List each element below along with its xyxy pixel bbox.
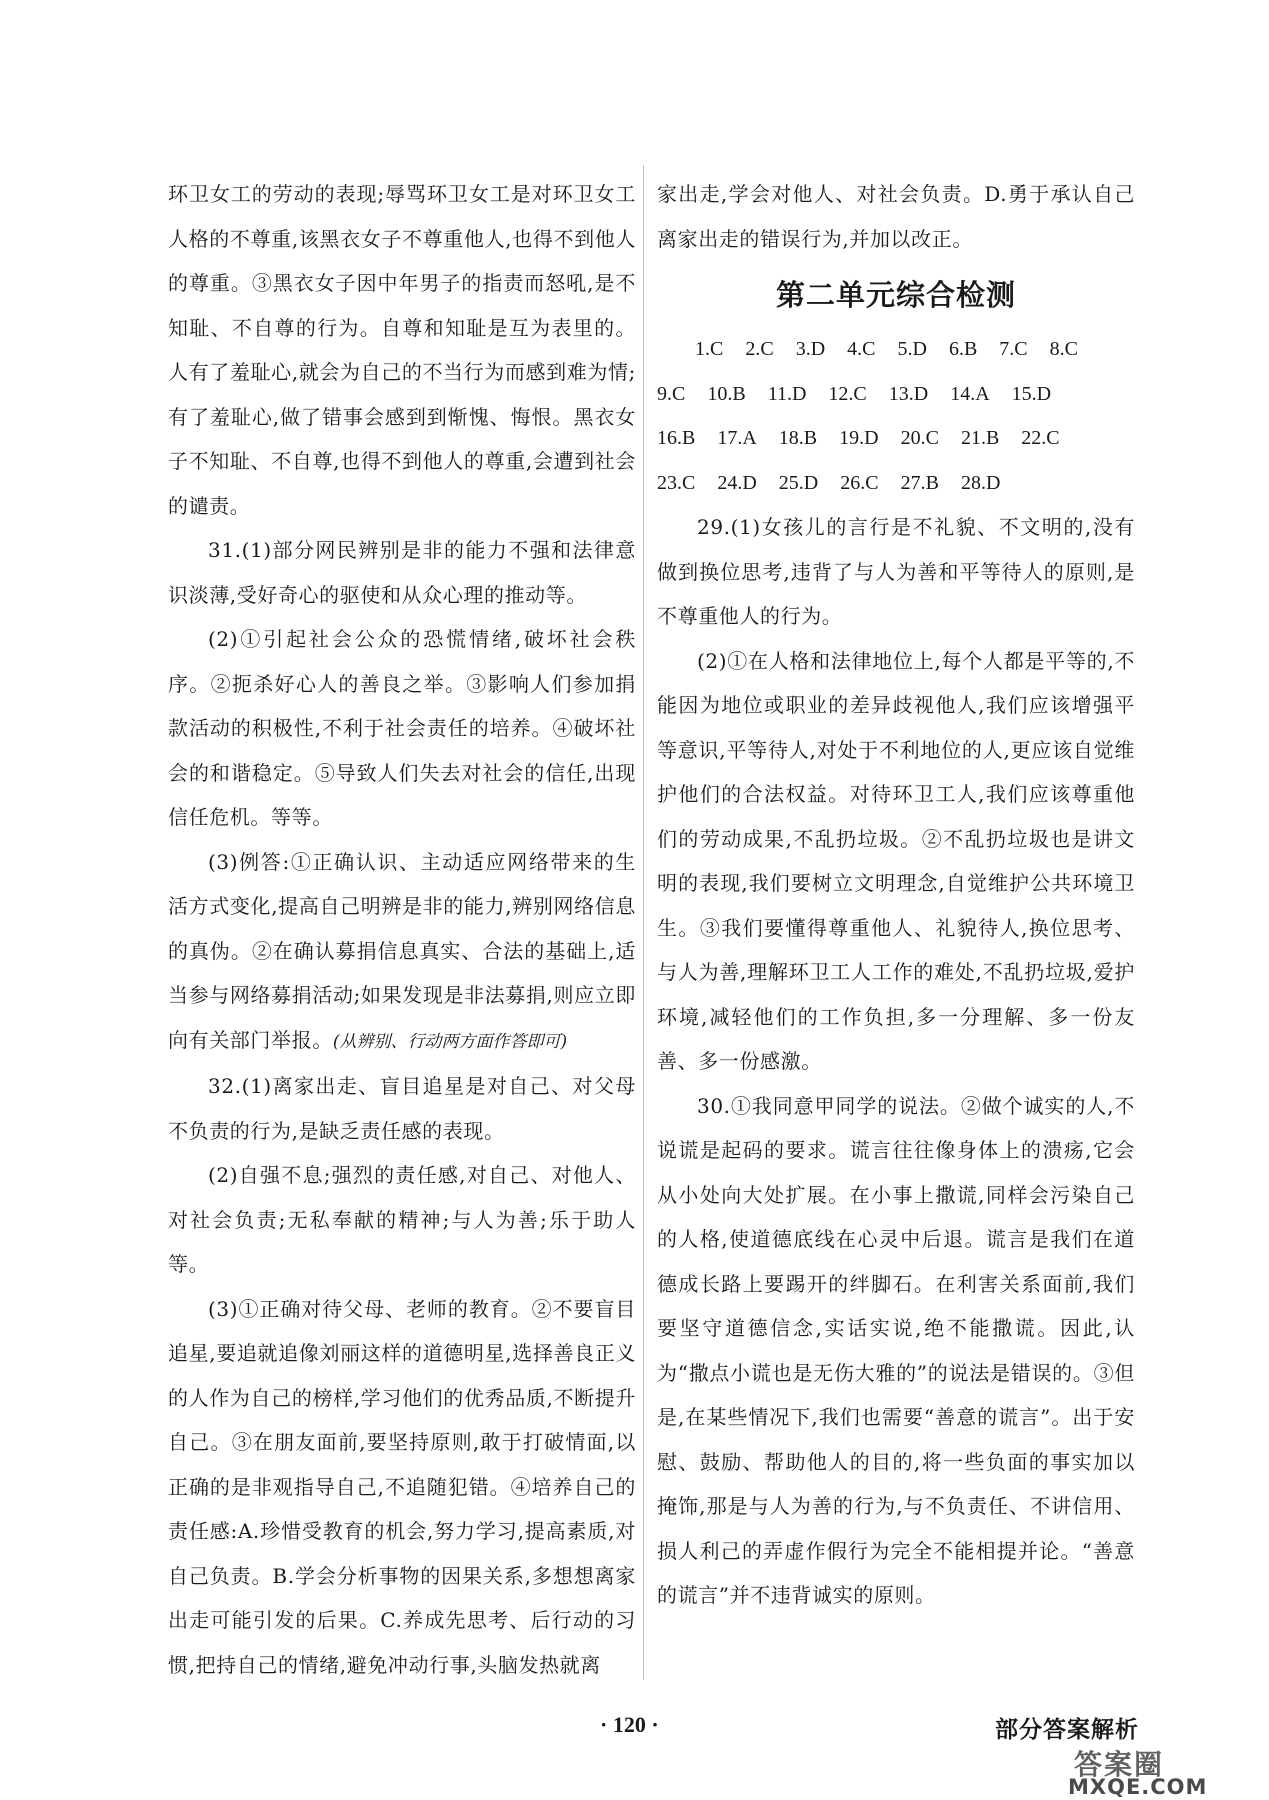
answer-item: 15.D: [1011, 382, 1052, 405]
answer-item: 24.D: [717, 471, 757, 494]
answer-item: 20.C: [900, 427, 939, 449]
answer-item: 16.B: [657, 427, 696, 449]
watermark-url: MXQE.COM: [1068, 1775, 1208, 1799]
paragraph: 31.(1)部分网民辨别是非的能力不强和法律意识淡薄,受好奇心的驱使和从众心理的推动等。: [168, 538, 636, 607]
answer-item: 3.D: [795, 338, 826, 360]
answer-item: 11.D: [767, 382, 807, 405]
answer-item: 1.C: [695, 338, 724, 360]
answer-item: 17.A: [717, 427, 757, 449]
running-footer-label: 部分答案解析: [995, 1717, 1139, 1743]
paragraph-text: (3)例答:①正确认识、主动适应网络带来的生活方式变化,提高自己明辨是非的能力,辨别网络信息的真伪。②在确认募捐信息真实、合法的基础上,适当参与网络募捐活动;如果发现是非法募捐,则应立即向有关部门举报。: [168, 849, 636, 1052]
answer-row: [657, 372, 1135, 417]
answer-item: 18.B: [778, 427, 818, 449]
answer-note: (从辨别、行动两方面作答即可): [332, 1031, 568, 1052]
answer-item: 13.D: [888, 382, 929, 405]
section-title: 第二单元综合检测: [775, 278, 1016, 312]
answer-key: [657, 327, 1135, 505]
paragraph: (2)①在人格和法律地位上,每个人都是平等的,不能因为地位或职业的差异歧视他人,我们应该增强平等意识,平等待人,对处于不利地位的人,更应该自觉维护他们的合法权益。对待环卫工人,我们应该尊重他们的劳动成果,不乱扔垃圾。②不乱扔垃圾也是讲文明的表现,我们要树立文明理念,自觉维护公共环境卫生。③我们要懂得尊重他人、礼貌待人,换位思考、与人为善,理解环卫工人工作的难处,不乱扔垃圾,爱护环境,减轻他们的工作负担,多一分理解、多一份友善、多一份感激。: [657, 648, 1135, 1073]
paragraph: [168, 840, 636, 1065]
answer-item: 23.C: [657, 471, 696, 494]
paragraph: 30.①我同意甲同学的说法。②做个诚实的人,不说谎是起码的要求。谎言往往像身体上的溃疡,它会从小处向大处扩展。在小事上撒谎,同样会污染自己的人格,使道德底线在心灵中后退。谎言是我们在道德成长路上要踢开的绊脚石。在利害关系面前,我们要坚守道德信念,实话实说,绝不能撒谎。因此,认为“撒点小谎也是无伤大雅的”的说法是错误的。③但是,在某些情况下,我们也需要“善意的谎言”。出于安慰、鼓励、帮助他人的目的,将一些负面的事实加以掩饰,那是与人为善的行为,与不负责任、不讲信用、损人利己的弄虚作假行为完全不能相提并论。“善意的谎言”并不违背诚实的原则。: [657, 1093, 1135, 1607]
page-number: · 120 ·: [600, 1712, 659, 1737]
paragraph: 环卫女工的劳动的表现;辱骂环卫女工是对环卫女工人格的不尊重,该黑衣女子不尊重他人,也得不到他人的尊重。③黑衣女子因中年男子的指责而怒吼,是不知耻、不自尊的行为。自尊和知耻是互为表里的。人有了羞耻心,就会为自己的不当行为而感到难为情;有了羞耻心,做了错事会感到到惭愧、悔恨。黑衣女子不知耻、不自尊,也得不到他人的尊重,会遭到社会的谴责。: [168, 182, 636, 518]
paragraph: (2)自强不息;强烈的责任感,对自己、对他人、对社会负责;无私奉献的精神;与人为善;乐于助人等。: [168, 1163, 636, 1276]
answer-item: 2.C: [745, 338, 774, 360]
answer-row: [657, 416, 1135, 461]
answer-item: 21.B: [960, 427, 1000, 449]
left-column: [168, 172, 636, 1687]
answer-item: 28.D: [960, 471, 1001, 494]
answer-row: [657, 327, 1135, 372]
answer-row: [657, 461, 1135, 506]
answer-item: 14.A: [950, 382, 990, 405]
right-column: [657, 172, 1135, 1618]
answer-item: 9.C: [657, 382, 686, 405]
answer-item: 4.C: [847, 338, 876, 360]
watermark-text: 答案圈: [1074, 1748, 1165, 1781]
answer-item: 5.D: [897, 338, 927, 360]
answer-item: 8.C: [1049, 338, 1078, 360]
answer-item: 27.B: [900, 471, 939, 494]
watermark-logo: [1068, 1745, 1264, 1797]
answer-item: 25.D: [778, 471, 819, 494]
answer-item: 7.C: [999, 338, 1028, 360]
paragraph: 32.(1)离家出走、盲目追星是对自己、对父母不负责的行为,是缺乏责任感的表现。: [168, 1074, 636, 1143]
column-divider: [643, 165, 644, 1680]
paragraph: (2)①引起社会公众的恐慌情绪,破坏社会秩序。②扼杀好心人的善良之举。③影响人们参加捐款活动的积极性,不利于社会责任的培养。④破坏社会的和谐稳定。⑤导致人们失去对社会的信任,出现信任危机。等等。: [168, 627, 636, 829]
paragraph-continuation: 家出走,学会对他人、对社会负责。D.勇于承认自己离家出走的错误行为,并加以改正。: [657, 182, 1135, 251]
answer-item: 10.B: [707, 382, 746, 405]
answer-item: 12.C: [828, 382, 867, 405]
answer-item: 22.C: [1021, 427, 1060, 449]
answer-item: 26.C: [840, 471, 879, 494]
paragraph: 29.(1)女孩儿的言行是不礼貌、不文明的,没有做到换位思考,违背了与人为善和平等待人的原则,是不尊重他人的行为。: [657, 515, 1135, 628]
answer-item: 6.B: [948, 338, 978, 360]
answer-item: 19.D: [839, 427, 879, 449]
paragraph: (3)①正确对待父母、老师的教育。②不要盲目追星,要追就追像刘丽这样的道德明星,选择善良正义的人作为自己的榜样,学习他们的优秀品质,不断提升自己。③在朋友面前,要坚持原则,敢于打破情面,以正确的是非观指导自己,不追随犯错。④培养自己的责任感:A.珍惜受教育的机会,努力学习,提高素质,对自己负责。B.学会分析事物的因果关系,多想想离家出走可能引发的后果。C.养成先思考、后行动的习惯,把持自己的情绪,避免冲动行事,头脑发热就离: [168, 1296, 636, 1677]
